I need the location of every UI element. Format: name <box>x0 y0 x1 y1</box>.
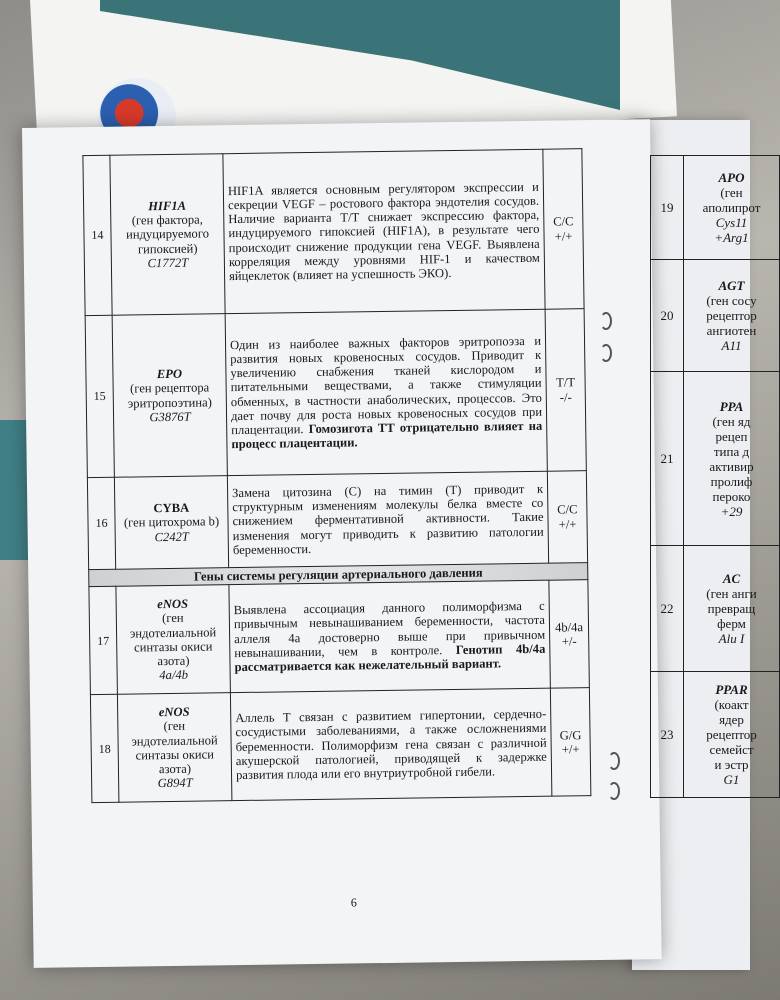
row-number: 21 <box>651 372 684 546</box>
gene-line: активир <box>709 458 754 474</box>
gene-description: (ген эндотелиальной синтазы окиси азота) <box>131 719 218 777</box>
gene-cell <box>684 546 780 672</box>
table-row <box>651 372 780 546</box>
row-number: 15 <box>85 315 114 477</box>
gene-variant: 4a/4b <box>159 667 189 683</box>
genotype: C/C <box>553 214 574 229</box>
gene-cell <box>112 314 227 478</box>
gene-name: EPO <box>156 366 183 382</box>
genotype: G/G <box>559 727 582 743</box>
gene-cell <box>684 260 780 372</box>
gene-name: PPA <box>719 398 744 414</box>
gene-line: и эстр <box>714 757 749 772</box>
genotype-sign: +/+ <box>554 228 573 244</box>
gene-cell <box>117 693 231 803</box>
description-emphasis: Генотип 4b/4а рассматривается как нежелательный вариант. <box>234 641 546 675</box>
gene-line: превращ <box>707 601 756 616</box>
table-row <box>83 149 584 316</box>
gene-line: A11 <box>721 338 742 353</box>
gene-line: ядер <box>719 712 744 727</box>
description-cell <box>225 309 547 475</box>
gene-line: +Arg1 <box>714 230 749 245</box>
gene-line: G1 <box>723 772 740 787</box>
gene-name: HIF1A <box>148 198 187 214</box>
description-text: Выявлена ассоциация данного полиморфизма с привычным невынашиванием беременности, частота аллеля 4а достоверно выше при привычном невынашивании, чем в контроле. <box>233 598 546 660</box>
gene-cell <box>116 585 230 695</box>
gene-line: пероко <box>712 488 751 504</box>
right-page-table-clip <box>650 155 761 805</box>
gene-cell <box>114 476 228 570</box>
description-text: Один из наиболее важных факторов эритропоэза и развития новых кровеносных сосудов. Приводит к увеличению снабжения тканей кислородом и питательными веществами, а также стимуляции обменных, в частности анаболических, процессов. Это дает почву для роста новых кровеносных сосудов при плацентации. <box>229 333 543 438</box>
genotype-cell <box>547 471 587 564</box>
table-row <box>651 546 780 672</box>
gene-description: (ген фактора, индуцируемого гипоксией) <box>125 212 210 256</box>
gene-line: аполипрот <box>702 200 761 215</box>
left-page <box>22 119 662 968</box>
gene-name: eNOS <box>157 596 189 612</box>
background-teal-strip <box>0 420 28 560</box>
gene-name: PPAR <box>715 682 748 697</box>
gene-cell <box>684 672 780 798</box>
gene-variant: G894T <box>157 775 193 791</box>
genotype: T/T <box>556 375 576 390</box>
gene-cell <box>110 154 225 316</box>
gene-name: AC <box>722 571 741 586</box>
description-cell: Аллель Т связан с развитием гипертонии, сердечно-сосудистыми заболеваниями, а также осложнениями беременности. Полиморфизм гена связан с различной акушерской патологией, приводящей к задержке развития плода или его внутриутробной гибели. <box>230 688 551 800</box>
row-number: 17 <box>89 586 118 694</box>
page-number: 6 <box>350 895 357 910</box>
gene-name: CYBA <box>153 500 190 516</box>
genotype: C/C <box>557 502 578 517</box>
genotype-sign: +/- <box>561 634 577 649</box>
genotype-sign: +/+ <box>558 516 577 532</box>
row-number: 16 <box>87 477 115 569</box>
gene-line: ферм <box>717 616 746 631</box>
gene-line: типа д <box>713 443 750 459</box>
description-cell: HIF1A является основным регулятором экспрессии и секреции VEGF – ростового фактора эндотелия сосудов. Наличие варианта T/T снижает экспрессию фактора, индуцируемого гипоксией (HIF1A), в результате чего происходит снижение продукции гена VEGF. Выявлена корреляция между уровнями HIF-1 и качеством яйцеклеток (влияет на успешность ЭКО). <box>223 149 545 313</box>
gene-table <box>82 148 591 803</box>
gene-name: eNOS <box>158 704 190 720</box>
gene-name: APO <box>718 170 745 185</box>
right-gene-table <box>650 155 780 798</box>
gene-line: рецеп <box>715 428 748 444</box>
genotype-sign: -/- <box>559 389 572 405</box>
table-row <box>85 309 586 478</box>
gene-line: (ген анги <box>706 586 757 601</box>
gene-line: (коакт <box>714 697 749 712</box>
genotype-cell <box>543 149 584 310</box>
row-number: 22 <box>651 546 684 672</box>
description-cell <box>229 580 550 692</box>
genotype-sign: +/+ <box>561 741 580 757</box>
gene-variant: C1772T <box>147 255 189 271</box>
gene-description: (ген рецептора эритропоэтина) <box>127 380 212 411</box>
gene-line: Cys11 <box>715 215 748 230</box>
gene-line: семейст <box>709 742 754 757</box>
row-number: 20 <box>651 260 684 372</box>
genotype-cell <box>550 688 591 797</box>
gene-description: (ген цитохрома b) <box>123 514 220 531</box>
table-row <box>651 260 780 372</box>
binding-hole <box>608 782 620 800</box>
table-row <box>89 580 589 695</box>
genotype-cell <box>545 309 586 472</box>
table-row <box>87 471 587 570</box>
gene-cell <box>684 372 780 546</box>
section-title: Гены системы регуляции артериального давления <box>89 563 588 587</box>
gene-line: +29 <box>720 503 743 519</box>
gene-line: пролиф <box>710 473 753 489</box>
row-number: 14 <box>83 155 112 315</box>
gene-name: AGT <box>718 278 745 293</box>
row-number: 19 <box>651 156 684 260</box>
genotype-cell <box>549 580 590 689</box>
gene-cell <box>684 156 780 260</box>
table-row <box>651 672 780 798</box>
row-number: 23 <box>651 672 684 798</box>
gene-line: рецептор <box>706 727 757 742</box>
gene-line: (ген яд <box>712 413 751 429</box>
description-emphasis: Гомозигота ТТ отрицательно влияет на процесс плацентации. <box>231 418 543 452</box>
binding-hole <box>600 312 612 330</box>
gene-line: ангиотен <box>706 323 757 338</box>
table-row <box>651 156 780 260</box>
gene-description: (ген эндотелиальной синтазы окиси азота) <box>129 611 217 669</box>
gene-line: Alu I <box>718 631 745 646</box>
gene-variant: G3876T <box>149 409 191 424</box>
gene-line: рецептор <box>706 308 757 323</box>
genotype: 4b/4a <box>554 619 584 635</box>
row-number: 18 <box>90 694 119 802</box>
binding-hole <box>600 344 612 362</box>
gene-variant: C242T <box>154 529 189 544</box>
gene-line: (ген <box>720 185 743 200</box>
table-row <box>90 688 590 803</box>
binding-hole <box>608 752 620 770</box>
gene-line: (ген сосу <box>706 293 757 308</box>
description-cell: Замена цитозина (С) на тимин (Т) приводит к структурным изменениям молекулы белка вместе со снижением ферментативной активности. Такие изменения могут приводить к развитию патологии беременности. <box>227 471 548 567</box>
